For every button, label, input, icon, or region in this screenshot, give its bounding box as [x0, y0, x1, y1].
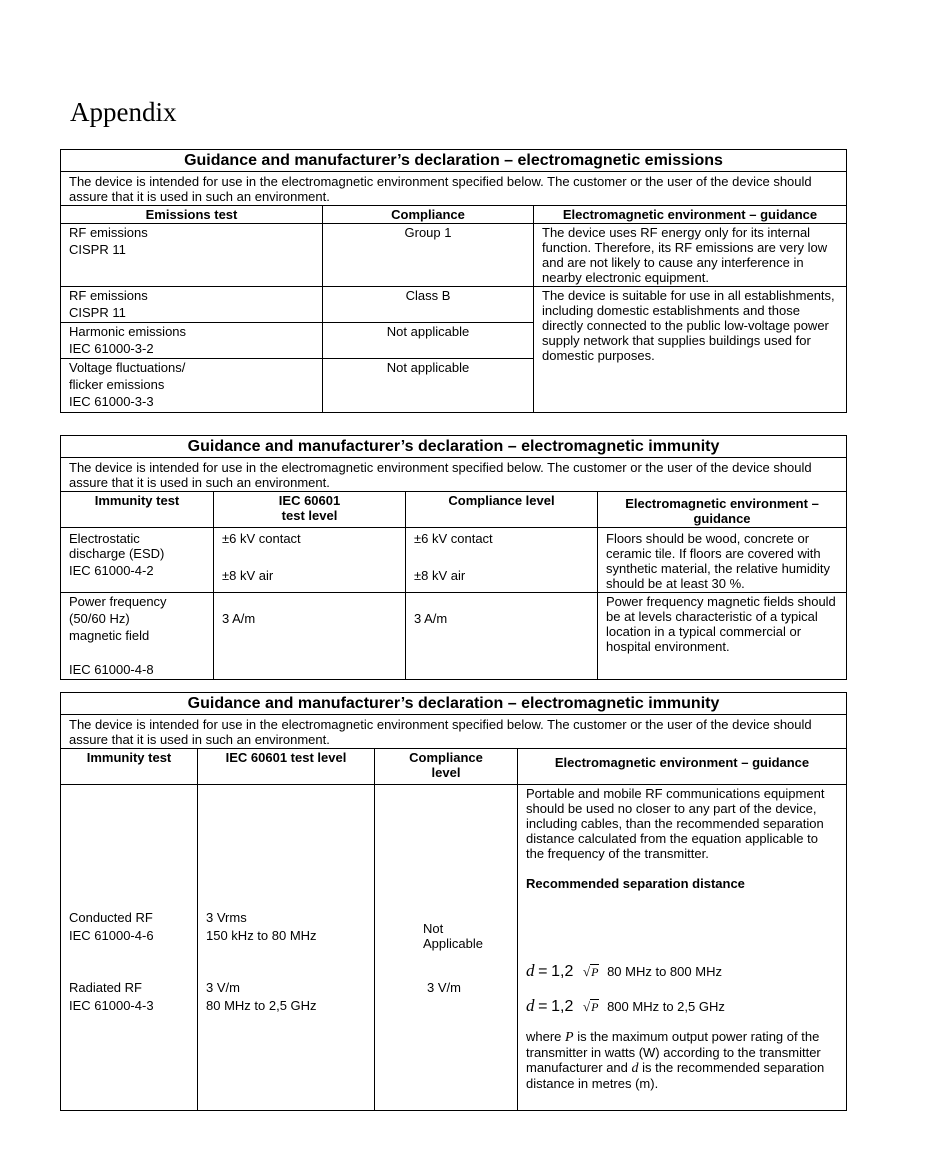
emissions-test-cell [61, 323, 323, 359]
header-emissions-test: Emissions test [61, 206, 323, 224]
test-level: 3 Vrms [206, 910, 247, 925]
header-immunity-test: Immunity test [61, 749, 198, 785]
header-line: level [431, 765, 461, 780]
compliance-level-cell [375, 785, 518, 1111]
test-level-contact: ±6 kV contact [222, 531, 301, 546]
guidance-heading: Recommended separation distance [526, 876, 745, 891]
emissions-test-cell [61, 287, 323, 323]
test-name-cont: (50/60 Hz) [69, 611, 130, 626]
formula-equals: = [538, 963, 548, 980]
test-standard: CISPR 11 [69, 305, 126, 320]
emissions-table-title: Guidance and manufacturer’s declaration – electromagnetic emissions [61, 150, 847, 172]
header-compliance-level: Compliance level [406, 492, 598, 528]
table-row [61, 287, 847, 323]
test-name-cont: discharge (ESD) [69, 546, 165, 561]
test-name: Harmonic emissions [69, 324, 187, 339]
header-environment-guidance: Electromagnetic environment – guidance [518, 749, 847, 785]
compliance-cell: Not applicable [323, 359, 534, 413]
test-level-cell [198, 785, 375, 1111]
where-text: where [526, 1029, 562, 1044]
immunity-table-2-title: Guidance and manufacturer’s declaration – electromagnetic immunity [61, 693, 847, 715]
test-name: Voltage fluctuations/ [69, 360, 186, 375]
table-row [61, 528, 847, 593]
test-name: Conducted RF [69, 910, 153, 925]
test-standard: CISPR 11 [69, 242, 126, 257]
formula-sqrt-variable: P [591, 1000, 599, 1014]
test-standard: IEC 61000-4-3 [69, 998, 154, 1013]
where-variable-d: d [631, 1061, 639, 1076]
compliance-level-cell [406, 528, 598, 593]
test-name: RF emissions [69, 225, 148, 240]
guidance-paragraph: Portable and mobile RF communications equipment should be used no closer to any part of the device, including cables, than the recommended separation distance calculated from the equation applicable to the frequency of the transmitter. [526, 786, 825, 861]
compliance-value: Not [423, 921, 444, 936]
page-title: Appendix [70, 97, 177, 127]
guidance-cell: Power frequency magnetic fields should be at levels characteristic of a typical location in a typical commercial or hospital environment. [598, 593, 847, 680]
compliance-contact: ±6 kV contact [414, 531, 493, 546]
test-name: Power frequency [69, 594, 167, 609]
formula-coefficient: 1,2 [551, 998, 574, 1015]
immunity-table-1-title: Guidance and manufacturer’s declaration – electromagnetic immunity [61, 436, 847, 458]
guidance-where-clause [526, 1029, 838, 1091]
test-level: 3 V/m [206, 980, 240, 995]
compliance-value-cont: Applicable [423, 936, 483, 951]
test-standard: IEC 61000-3-3 [69, 394, 154, 409]
test-standard: IEC 61000-4-2 [69, 563, 154, 578]
immunity-test-cell [61, 528, 214, 593]
separation-formula-1 [526, 963, 838, 980]
header-immunity-test: Immunity test [61, 492, 214, 528]
compliance-cell: Not applicable [323, 323, 534, 359]
compliance-value: 3 V/m [427, 980, 461, 995]
guidance-cell: Floors should be wood, concrete or ceramic tile. If floors are covered with synthetic material, the relative humidity should be at least 30 %. [598, 528, 847, 593]
compliance-cell: Group 1 [323, 224, 534, 287]
sqrt-symbol: √P [582, 964, 599, 979]
test-name: Electrostatic [69, 531, 140, 546]
where-text: is the recommended separation distance in metres (m). [526, 1060, 825, 1091]
test-name: RF emissions [69, 288, 148, 303]
formula-range: 80 MHz to 800 MHz [607, 964, 722, 979]
table-row [61, 785, 847, 1111]
separation-formula-2 [526, 998, 838, 1015]
formula-variable: d [526, 996, 535, 1015]
test-name: Radiated RF [69, 980, 142, 995]
test-standard: IEC 61000-4-8 [69, 662, 154, 677]
emissions-intro: The device is intended for use in the electromagnetic environment specified below. The customer or the user of the device should assure that it is used in such an environment. [61, 172, 847, 206]
formula-sqrt-variable: P [591, 965, 599, 979]
compliance-cell: Class B [323, 287, 534, 323]
formula-equals: = [538, 998, 548, 1015]
compliance-air: ±8 kV air [414, 568, 466, 583]
guidance-cell: The device uses RF energy only for its internal function. Therefore, its RF emissions are very low and are not likely to cause any interference in nearby electronic equipment. [534, 224, 847, 287]
emissions-test-cell [61, 359, 323, 413]
emissions-test-cell [61, 224, 323, 287]
compliance-level-cell: 3 A/m [406, 593, 598, 680]
immunity-2-intro: The device is intended for use in the electromagnetic environment specified below. The customer or the user of the device should assure that it is used in such an environment. [61, 715, 847, 749]
header-line: IEC 60601 [278, 493, 341, 508]
immunity-test-cell [61, 785, 198, 1111]
test-level-range: 80 MHz to 2,5 GHz [206, 998, 317, 1013]
header-line: Electromagnetic environment – [625, 496, 819, 511]
test-standard: IEC 61000-4-6 [69, 928, 154, 943]
test-level-cell [214, 528, 406, 593]
header-test-level [214, 492, 406, 528]
immunity-1-intro: The device is intended for use in the electromagnetic environment specified below. The customer or the user of the device should assure that it is used in such an environment. [61, 458, 847, 492]
sqrt-symbol: √P [582, 999, 599, 1014]
header-line: test level [281, 508, 338, 523]
test-level-cell: 3 A/m [214, 593, 406, 680]
guidance-cell: The device is suitable for use in all establishments, including domestic establishments and those directly connected to the public low-voltage power supply network that supplies buildings used for domestic purposes. [534, 287, 847, 413]
immunity-table-2 [60, 692, 847, 1111]
guidance-cell [518, 785, 847, 1111]
header-compliance-level [375, 749, 518, 785]
header-test-level: IEC 60601 test level [198, 749, 375, 785]
table-row [61, 224, 847, 287]
test-level-air: ±8 kV air [222, 568, 274, 583]
test-level-range: 150 kHz to 80 MHz [206, 928, 317, 943]
formula-coefficient: 1,2 [551, 963, 574, 980]
header-compliance: Compliance [323, 206, 534, 224]
emissions-table [60, 149, 847, 413]
formula-range: 800 MHz to 2,5 GHz [607, 999, 725, 1014]
test-name-cont: flicker emissions [69, 377, 165, 392]
immunity-table-1 [60, 435, 847, 680]
immunity-test-cell [61, 593, 214, 680]
formula-variable: d [526, 961, 535, 980]
where-variable-p: P [565, 1030, 574, 1045]
test-name-cont: magnetic field [69, 628, 150, 643]
table-row [61, 593, 847, 680]
test-standard: IEC 61000-3-2 [69, 341, 154, 356]
header-environment-guidance [598, 492, 847, 528]
header-line: guidance [693, 511, 751, 526]
header-environment-guidance: Electromagnetic environment – guidance [534, 206, 847, 224]
where-text: is the maximum output power rating of the transmitter in watts (W) according to the transmitter manufacturer and [526, 1029, 821, 1075]
header-line: Compliance [409, 750, 483, 765]
